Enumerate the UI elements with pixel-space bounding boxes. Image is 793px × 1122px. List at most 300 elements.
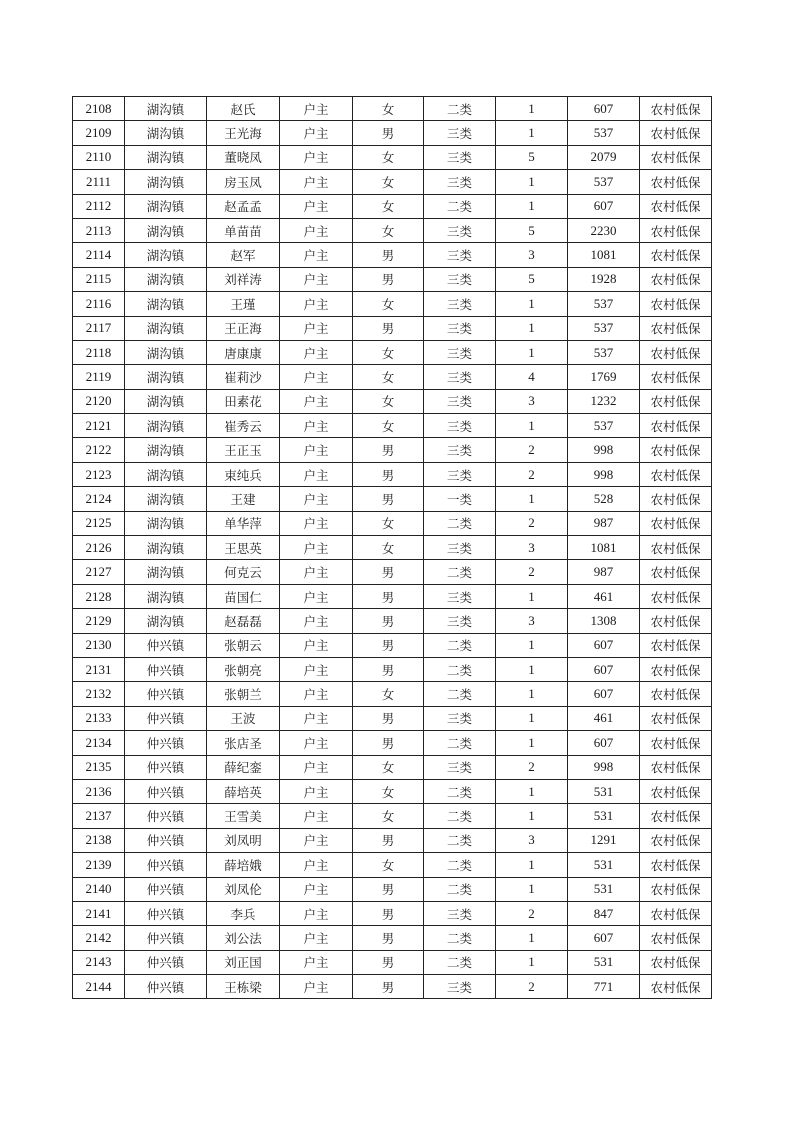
assistance-type-cell: 农村低保 bbox=[640, 755, 712, 779]
table-row bbox=[73, 340, 712, 364]
row-id-cell: 2127 bbox=[73, 560, 125, 584]
name-cell: 王正玉 bbox=[207, 438, 280, 462]
town-cell: 仲兴镇 bbox=[125, 828, 207, 852]
town-cell: 仲兴镇 bbox=[125, 779, 207, 803]
row-id-cell: 2143 bbox=[73, 950, 125, 974]
name-cell: 刘凤明 bbox=[207, 828, 280, 852]
gender-cell: 男 bbox=[353, 901, 424, 925]
category-cell: 三类 bbox=[424, 145, 496, 169]
persons-cell: 1 bbox=[496, 877, 568, 901]
town-cell: 湖沟镇 bbox=[125, 292, 207, 316]
table-row bbox=[73, 731, 712, 755]
table-row bbox=[73, 950, 712, 974]
category-cell: 二类 bbox=[424, 97, 496, 121]
assistance-type-cell: 农村低保 bbox=[640, 584, 712, 608]
relation-cell: 户主 bbox=[280, 511, 353, 535]
table-row bbox=[73, 926, 712, 950]
category-cell: 三类 bbox=[424, 292, 496, 316]
amount-cell: 607 bbox=[568, 194, 640, 218]
persons-cell: 2 bbox=[496, 438, 568, 462]
persons-cell: 2 bbox=[496, 901, 568, 925]
town-cell: 湖沟镇 bbox=[125, 340, 207, 364]
relation-cell: 户主 bbox=[280, 194, 353, 218]
table-row bbox=[73, 194, 712, 218]
town-cell: 湖沟镇 bbox=[125, 170, 207, 194]
table-row bbox=[73, 828, 712, 852]
relation-cell: 户主 bbox=[280, 438, 353, 462]
name-cell: 张朝亮 bbox=[207, 657, 280, 681]
gender-cell: 男 bbox=[353, 731, 424, 755]
row-id-cell: 2128 bbox=[73, 584, 125, 608]
relation-cell: 户主 bbox=[280, 243, 353, 267]
row-id-cell: 2116 bbox=[73, 292, 125, 316]
relation-cell: 户主 bbox=[280, 877, 353, 901]
assistance-type-cell: 农村低保 bbox=[640, 536, 712, 560]
assistance-type-cell: 农村低保 bbox=[640, 706, 712, 730]
gender-cell: 男 bbox=[353, 633, 424, 657]
name-cell: 刘祥涛 bbox=[207, 267, 280, 291]
amount-cell: 537 bbox=[568, 292, 640, 316]
town-cell: 仲兴镇 bbox=[125, 633, 207, 657]
category-cell: 二类 bbox=[424, 828, 496, 852]
amount-cell: 607 bbox=[568, 97, 640, 121]
table-row bbox=[73, 853, 712, 877]
assistance-type-cell: 农村低保 bbox=[640, 389, 712, 413]
assistance-type-cell: 农村低保 bbox=[640, 633, 712, 657]
gender-cell: 女 bbox=[353, 389, 424, 413]
name-cell: 唐康康 bbox=[207, 340, 280, 364]
amount-cell: 2230 bbox=[568, 218, 640, 242]
amount-cell: 461 bbox=[568, 706, 640, 730]
amount-cell: 1769 bbox=[568, 365, 640, 389]
category-cell: 三类 bbox=[424, 584, 496, 608]
town-cell: 湖沟镇 bbox=[125, 218, 207, 242]
name-cell: 王栋梁 bbox=[207, 975, 280, 999]
category-cell: 三类 bbox=[424, 365, 496, 389]
assistance-type-cell: 农村低保 bbox=[640, 804, 712, 828]
town-cell: 湖沟镇 bbox=[125, 267, 207, 291]
persons-cell: 1 bbox=[496, 487, 568, 511]
amount-cell: 528 bbox=[568, 487, 640, 511]
relation-cell: 户主 bbox=[280, 633, 353, 657]
assistance-type-cell: 农村低保 bbox=[640, 828, 712, 852]
category-cell: 三类 bbox=[424, 170, 496, 194]
relation-cell: 户主 bbox=[280, 950, 353, 974]
relation-cell: 户主 bbox=[280, 487, 353, 511]
persons-cell: 5 bbox=[496, 267, 568, 291]
gender-cell: 女 bbox=[353, 145, 424, 169]
gender-cell: 男 bbox=[353, 926, 424, 950]
persons-cell: 1 bbox=[496, 804, 568, 828]
persons-cell: 1 bbox=[496, 170, 568, 194]
category-cell: 三类 bbox=[424, 536, 496, 560]
gender-cell: 女 bbox=[353, 170, 424, 194]
amount-cell: 607 bbox=[568, 657, 640, 681]
amount-cell: 537 bbox=[568, 414, 640, 438]
category-cell: 三类 bbox=[424, 609, 496, 633]
category-cell: 三类 bbox=[424, 340, 496, 364]
amount-cell: 1081 bbox=[568, 243, 640, 267]
town-cell: 湖沟镇 bbox=[125, 243, 207, 267]
gender-cell: 女 bbox=[353, 682, 424, 706]
relation-cell: 户主 bbox=[280, 706, 353, 730]
town-cell: 仲兴镇 bbox=[125, 804, 207, 828]
table-row bbox=[73, 560, 712, 584]
assistance-type-cell: 农村低保 bbox=[640, 950, 712, 974]
persons-cell: 5 bbox=[496, 218, 568, 242]
amount-cell: 1291 bbox=[568, 828, 640, 852]
category-cell: 三类 bbox=[424, 901, 496, 925]
name-cell: 刘公法 bbox=[207, 926, 280, 950]
name-cell: 王建 bbox=[207, 487, 280, 511]
persons-cell: 1 bbox=[496, 194, 568, 218]
relation-cell: 户主 bbox=[280, 121, 353, 145]
row-id-cell: 2139 bbox=[73, 853, 125, 877]
gender-cell: 女 bbox=[353, 365, 424, 389]
table-row bbox=[73, 682, 712, 706]
amount-cell: 1232 bbox=[568, 389, 640, 413]
row-id-cell: 2144 bbox=[73, 975, 125, 999]
gender-cell: 女 bbox=[353, 511, 424, 535]
gender-cell: 男 bbox=[353, 316, 424, 340]
category-cell: 二类 bbox=[424, 950, 496, 974]
persons-cell: 1 bbox=[496, 340, 568, 364]
persons-cell: 4 bbox=[496, 365, 568, 389]
town-cell: 湖沟镇 bbox=[125, 462, 207, 486]
town-cell: 湖沟镇 bbox=[125, 414, 207, 438]
gender-cell: 男 bbox=[353, 584, 424, 608]
gender-cell: 男 bbox=[353, 560, 424, 584]
row-id-cell: 2141 bbox=[73, 901, 125, 925]
row-id-cell: 2133 bbox=[73, 706, 125, 730]
town-cell: 湖沟镇 bbox=[125, 145, 207, 169]
assistance-type-cell: 农村低保 bbox=[640, 609, 712, 633]
name-cell: 单华萍 bbox=[207, 511, 280, 535]
category-cell: 二类 bbox=[424, 926, 496, 950]
gender-cell: 男 bbox=[353, 487, 424, 511]
assistance-type-cell: 农村低保 bbox=[640, 975, 712, 999]
name-cell: 赵磊磊 bbox=[207, 609, 280, 633]
category-cell: 三类 bbox=[424, 243, 496, 267]
relation-cell: 户主 bbox=[280, 389, 353, 413]
relation-cell: 户主 bbox=[280, 536, 353, 560]
table-row bbox=[73, 804, 712, 828]
assistance-type-cell: 农村低保 bbox=[640, 487, 712, 511]
amount-cell: 998 bbox=[568, 438, 640, 462]
persons-cell: 1 bbox=[496, 97, 568, 121]
assistance-type-cell: 农村低保 bbox=[640, 145, 712, 169]
persons-cell: 1 bbox=[496, 779, 568, 803]
amount-cell: 847 bbox=[568, 901, 640, 925]
persons-cell: 1 bbox=[496, 121, 568, 145]
row-id-cell: 2118 bbox=[73, 340, 125, 364]
amount-cell: 987 bbox=[568, 511, 640, 535]
amount-cell: 607 bbox=[568, 633, 640, 657]
table-row bbox=[73, 97, 712, 121]
town-cell: 湖沟镇 bbox=[125, 97, 207, 121]
row-id-cell: 2123 bbox=[73, 462, 125, 486]
town-cell: 湖沟镇 bbox=[125, 316, 207, 340]
town-cell: 湖沟镇 bbox=[125, 609, 207, 633]
amount-cell: 537 bbox=[568, 340, 640, 364]
town-cell: 仲兴镇 bbox=[125, 853, 207, 877]
category-cell: 三类 bbox=[424, 121, 496, 145]
town-cell: 湖沟镇 bbox=[125, 584, 207, 608]
category-cell: 一类 bbox=[424, 487, 496, 511]
name-cell: 薛培娥 bbox=[207, 853, 280, 877]
table-row bbox=[73, 316, 712, 340]
gender-cell: 女 bbox=[353, 414, 424, 438]
category-cell: 二类 bbox=[424, 560, 496, 584]
persons-cell: 2 bbox=[496, 975, 568, 999]
row-id-cell: 2109 bbox=[73, 121, 125, 145]
name-cell: 王正海 bbox=[207, 316, 280, 340]
persons-cell: 1 bbox=[496, 853, 568, 877]
category-cell: 三类 bbox=[424, 389, 496, 413]
gender-cell: 男 bbox=[353, 609, 424, 633]
amount-cell: 531 bbox=[568, 804, 640, 828]
relation-cell: 户主 bbox=[280, 145, 353, 169]
gender-cell: 女 bbox=[353, 292, 424, 316]
amount-cell: 1308 bbox=[568, 609, 640, 633]
relation-cell: 户主 bbox=[280, 828, 353, 852]
town-cell: 湖沟镇 bbox=[125, 438, 207, 462]
town-cell: 仲兴镇 bbox=[125, 731, 207, 755]
row-id-cell: 2137 bbox=[73, 804, 125, 828]
table-row bbox=[73, 438, 712, 462]
amount-cell: 537 bbox=[568, 170, 640, 194]
relation-cell: 户主 bbox=[280, 97, 353, 121]
table-row bbox=[73, 779, 712, 803]
row-id-cell: 2121 bbox=[73, 414, 125, 438]
row-id-cell: 2108 bbox=[73, 97, 125, 121]
amount-cell: 531 bbox=[568, 779, 640, 803]
gender-cell: 男 bbox=[353, 706, 424, 730]
row-id-cell: 2113 bbox=[73, 218, 125, 242]
category-cell: 二类 bbox=[424, 779, 496, 803]
table-row bbox=[73, 462, 712, 486]
persons-cell: 1 bbox=[496, 414, 568, 438]
assistance-type-cell: 农村低保 bbox=[640, 560, 712, 584]
table-row bbox=[73, 633, 712, 657]
persons-cell: 5 bbox=[496, 145, 568, 169]
amount-cell: 987 bbox=[568, 560, 640, 584]
name-cell: 何克云 bbox=[207, 560, 280, 584]
amount-cell: 531 bbox=[568, 877, 640, 901]
name-cell: 王雪美 bbox=[207, 804, 280, 828]
category-cell: 三类 bbox=[424, 414, 496, 438]
table-row bbox=[73, 365, 712, 389]
name-cell: 刘凤伦 bbox=[207, 877, 280, 901]
name-cell: 崔莉沙 bbox=[207, 365, 280, 389]
amount-cell: 537 bbox=[568, 316, 640, 340]
town-cell: 湖沟镇 bbox=[125, 511, 207, 535]
category-cell: 二类 bbox=[424, 657, 496, 681]
row-id-cell: 2136 bbox=[73, 779, 125, 803]
town-cell: 湖沟镇 bbox=[125, 365, 207, 389]
name-cell: 王光海 bbox=[207, 121, 280, 145]
table-row bbox=[73, 877, 712, 901]
gender-cell: 男 bbox=[353, 975, 424, 999]
persons-cell: 3 bbox=[496, 609, 568, 633]
category-cell: 二类 bbox=[424, 804, 496, 828]
category-cell: 二类 bbox=[424, 633, 496, 657]
town-cell: 仲兴镇 bbox=[125, 682, 207, 706]
town-cell: 湖沟镇 bbox=[125, 487, 207, 511]
assistance-type-cell: 农村低保 bbox=[640, 657, 712, 681]
persons-cell: 1 bbox=[496, 633, 568, 657]
name-cell: 刘正国 bbox=[207, 950, 280, 974]
town-cell: 湖沟镇 bbox=[125, 389, 207, 413]
category-cell: 三类 bbox=[424, 438, 496, 462]
assistance-type-cell: 农村低保 bbox=[640, 97, 712, 121]
relation-cell: 户主 bbox=[280, 365, 353, 389]
row-id-cell: 2142 bbox=[73, 926, 125, 950]
town-cell: 仲兴镇 bbox=[125, 657, 207, 681]
gender-cell: 男 bbox=[353, 828, 424, 852]
name-cell: 薛纪銮 bbox=[207, 755, 280, 779]
row-id-cell: 2132 bbox=[73, 682, 125, 706]
table-row bbox=[73, 511, 712, 535]
amount-cell: 998 bbox=[568, 462, 640, 486]
persons-cell: 3 bbox=[496, 828, 568, 852]
gender-cell: 男 bbox=[353, 657, 424, 681]
relation-cell: 户主 bbox=[280, 584, 353, 608]
row-id-cell: 2129 bbox=[73, 609, 125, 633]
gender-cell: 男 bbox=[353, 267, 424, 291]
relation-cell: 户主 bbox=[280, 926, 353, 950]
table-row bbox=[73, 901, 712, 925]
name-cell: 苗国仁 bbox=[207, 584, 280, 608]
gender-cell: 女 bbox=[353, 194, 424, 218]
name-cell: 张朝云 bbox=[207, 633, 280, 657]
assistance-type-cell: 农村低保 bbox=[640, 511, 712, 535]
persons-cell: 1 bbox=[496, 657, 568, 681]
assistance-type-cell: 农村低保 bbox=[640, 340, 712, 364]
persons-cell: 1 bbox=[496, 706, 568, 730]
assistance-type-cell: 农村低保 bbox=[640, 877, 712, 901]
town-cell: 湖沟镇 bbox=[125, 194, 207, 218]
name-cell: 李兵 bbox=[207, 901, 280, 925]
name-cell: 薛培英 bbox=[207, 779, 280, 803]
relation-cell: 户主 bbox=[280, 657, 353, 681]
name-cell: 张朝兰 bbox=[207, 682, 280, 706]
name-cell: 赵氏 bbox=[207, 97, 280, 121]
table-row bbox=[73, 170, 712, 194]
relation-cell: 户主 bbox=[280, 316, 353, 340]
row-id-cell: 2115 bbox=[73, 267, 125, 291]
relation-cell: 户主 bbox=[280, 975, 353, 999]
town-cell: 湖沟镇 bbox=[125, 536, 207, 560]
category-cell: 三类 bbox=[424, 706, 496, 730]
relation-cell: 户主 bbox=[280, 682, 353, 706]
relation-cell: 户主 bbox=[280, 218, 353, 242]
row-id-cell: 2117 bbox=[73, 316, 125, 340]
relation-cell: 户主 bbox=[280, 292, 353, 316]
assistance-type-cell: 农村低保 bbox=[640, 243, 712, 267]
persons-cell: 3 bbox=[496, 243, 568, 267]
town-cell: 湖沟镇 bbox=[125, 560, 207, 584]
name-cell: 王波 bbox=[207, 706, 280, 730]
relation-cell: 户主 bbox=[280, 414, 353, 438]
row-id-cell: 2125 bbox=[73, 511, 125, 535]
persons-cell: 1 bbox=[496, 950, 568, 974]
relation-cell: 户主 bbox=[280, 340, 353, 364]
gender-cell: 男 bbox=[353, 950, 424, 974]
gender-cell: 女 bbox=[353, 804, 424, 828]
table-row bbox=[73, 706, 712, 730]
table-row bbox=[73, 389, 712, 413]
persons-cell: 3 bbox=[496, 389, 568, 413]
name-cell: 束纯兵 bbox=[207, 462, 280, 486]
table-row bbox=[73, 975, 712, 999]
name-cell: 张店圣 bbox=[207, 731, 280, 755]
row-id-cell: 2114 bbox=[73, 243, 125, 267]
amount-cell: 2079 bbox=[568, 145, 640, 169]
row-id-cell: 2119 bbox=[73, 365, 125, 389]
amount-cell: 1081 bbox=[568, 536, 640, 560]
row-id-cell: 2120 bbox=[73, 389, 125, 413]
town-cell: 湖沟镇 bbox=[125, 121, 207, 145]
category-cell: 二类 bbox=[424, 194, 496, 218]
row-id-cell: 2110 bbox=[73, 145, 125, 169]
gender-cell: 女 bbox=[353, 340, 424, 364]
amount-cell: 1928 bbox=[568, 267, 640, 291]
name-cell: 田素花 bbox=[207, 389, 280, 413]
row-id-cell: 2130 bbox=[73, 633, 125, 657]
category-cell: 三类 bbox=[424, 462, 496, 486]
row-id-cell: 2138 bbox=[73, 828, 125, 852]
gender-cell: 女 bbox=[353, 97, 424, 121]
name-cell: 崔秀云 bbox=[207, 414, 280, 438]
name-cell: 王瑾 bbox=[207, 292, 280, 316]
assistance-type-cell: 农村低保 bbox=[640, 926, 712, 950]
row-id-cell: 2124 bbox=[73, 487, 125, 511]
assistance-type-cell: 农村低保 bbox=[640, 170, 712, 194]
assistance-type-cell: 农村低保 bbox=[640, 365, 712, 389]
relation-cell: 户主 bbox=[280, 560, 353, 584]
table-row bbox=[73, 487, 712, 511]
amount-cell: 607 bbox=[568, 682, 640, 706]
table-row bbox=[73, 145, 712, 169]
relation-cell: 户主 bbox=[280, 731, 353, 755]
amount-cell: 531 bbox=[568, 950, 640, 974]
town-cell: 仲兴镇 bbox=[125, 755, 207, 779]
category-cell: 三类 bbox=[424, 316, 496, 340]
name-cell: 董晓凤 bbox=[207, 145, 280, 169]
name-cell: 王思英 bbox=[207, 536, 280, 560]
beneficiary-table bbox=[72, 96, 712, 999]
category-cell: 二类 bbox=[424, 853, 496, 877]
table-row bbox=[73, 292, 712, 316]
amount-cell: 531 bbox=[568, 853, 640, 877]
category-cell: 二类 bbox=[424, 511, 496, 535]
category-cell: 三类 bbox=[424, 218, 496, 242]
table-row bbox=[73, 584, 712, 608]
name-cell: 房玉凤 bbox=[207, 170, 280, 194]
assistance-type-cell: 农村低保 bbox=[640, 267, 712, 291]
assistance-type-cell: 农村低保 bbox=[640, 218, 712, 242]
persons-cell: 1 bbox=[496, 292, 568, 316]
table-row bbox=[73, 121, 712, 145]
relation-cell: 户主 bbox=[280, 609, 353, 633]
row-id-cell: 2111 bbox=[73, 170, 125, 194]
assistance-type-cell: 农村低保 bbox=[640, 194, 712, 218]
assistance-type-cell: 农村低保 bbox=[640, 121, 712, 145]
relation-cell: 户主 bbox=[280, 779, 353, 803]
assistance-type-cell: 农村低保 bbox=[640, 438, 712, 462]
gender-cell: 男 bbox=[353, 243, 424, 267]
